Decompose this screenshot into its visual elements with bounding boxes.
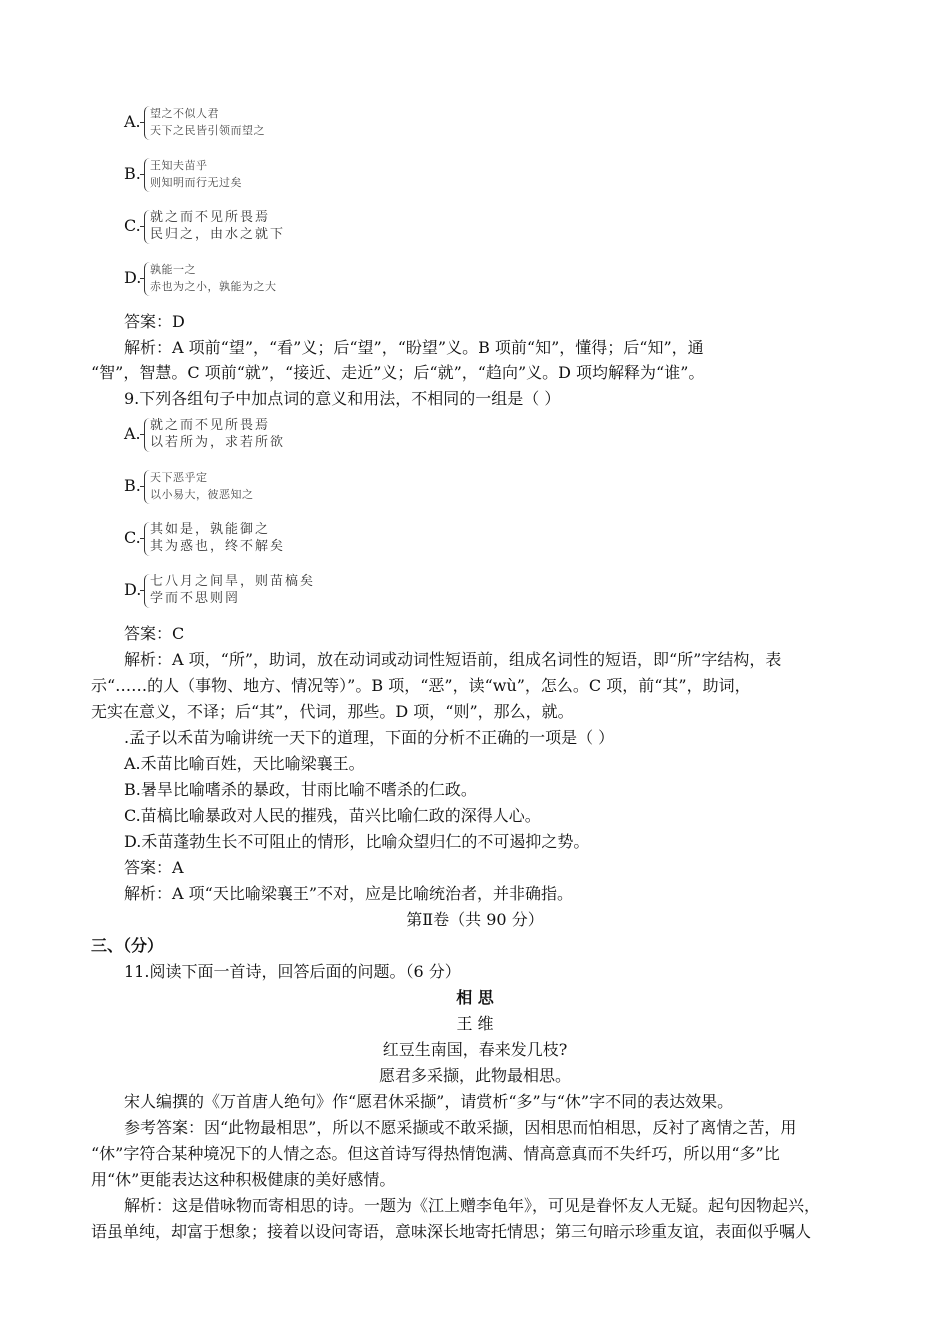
q9-answer: 答案：C (124, 624, 185, 643)
option-line-1: 望之不似人君 (150, 107, 219, 120)
q10-option-c: C.苗槁比喻暴政对人民的摧残，苗兴比喻仁政的深得人心。 (124, 806, 541, 825)
option-line-1: 王知夫苗乎 (150, 159, 208, 172)
q9-explanation-line: 无实在意义，不译；后“其”，代词，那些。D 项，“则”，那么，就。 (91, 702, 574, 721)
q10-option-d: D.禾苗蓬勃生长不可阻止的情形，比喻众望归仁的不可遏抑之势。 (124, 832, 590, 851)
q8-answer: 答案：D (124, 312, 185, 331)
option-line-1: 就之而不见所畏焉 (150, 418, 271, 433)
option-letter: D. (124, 580, 142, 599)
section-heading: 三、（分） (91, 936, 164, 955)
q10-option-a: A.禾苗比喻百姓，天比喻梁襄王。 (124, 754, 365, 773)
option-line-2: 学而不思则罔 (150, 591, 241, 606)
option-line-2: 赤也为之小，孰能为之大 (150, 280, 277, 293)
q8-explanation-line: 解析：A 项前“望”，“看”义；后“望”，“盼望”义。B 项前“知”，懂得；后“知”，通 (124, 338, 704, 357)
option-line-2: 则知明而行无过矣 (150, 176, 242, 189)
poem-line: 愿君多采撷，此物最相思。 (378, 1066, 571, 1085)
q10-option-b: B.暑旱比喻嗜杀的暴政，甘雨比喻不嗜杀的仁政。 (124, 780, 477, 799)
q11-prompt: 宋人编撰的《万首唐人绝句》作“愿君休采撷”，请赏析“多”与“休”字不同的表达效果。 (124, 1092, 734, 1111)
option-line-2: 其为惑也，终不解矣 (150, 539, 286, 554)
q10-explanation: 解析：A 项“天比喻梁襄王”不对，应是比喻统治者，并非确指。 (124, 884, 574, 903)
option-line-2: 以若所为，求若所欲 (150, 435, 286, 450)
q11-reference-line: 用“休”更能表达这种积极健康的美好感情。 (91, 1170, 396, 1189)
q9-explanation-line: 示“……的人（事物、地方、情况等）”。B 项，“恶”，读“wù”，怎么。C 项，前“其”，助词， (91, 676, 751, 695)
option-letter: B. (124, 476, 141, 495)
q10-answer: 答案：A (124, 858, 184, 877)
option-letter: B. (124, 164, 141, 183)
q11-reference-line: 参考答案：因“此物最相思”，所以不愿采撷或不敢采撷，因相思而怕相思，反衬了离情之苦，用 (124, 1118, 797, 1137)
option-line-2: 天下之民皆引领而望之 (150, 124, 265, 137)
q11-question: 11.阅读下面一首诗，回答后面的问题。（6 分） (124, 962, 461, 981)
option-line-1: 天下恶乎定 (150, 471, 208, 484)
q9-explanation-line: 解析：A 项，“所”，助词，放在动词或动词性短语前，组成名词性的短语，即“所”字结构，表 (124, 650, 782, 669)
poem-line: 红豆生南国，春来发几枝? (382, 1040, 568, 1059)
option-line-2: 以小易大，彼恶知之 (150, 488, 254, 501)
q9-question: 9.下列各组句子中加点词的意义和用法，不相同的一组是（ ） (124, 389, 561, 408)
option-letter: C. (124, 216, 141, 235)
option-letter: A. (124, 424, 141, 443)
q10-question: .孟子以禾苗为喻讲统一天下的道理，下面的分析不正确的一项是（ ） (124, 728, 615, 747)
option-line-1: 七八月之间旱，则苗槁矣 (150, 574, 316, 589)
option-line-1: 孰能一之 (150, 263, 196, 276)
q11-explanation-line: 解析：这是借咏物而寄相思的诗。一题为《江上赠李龟年》，可见是眷怀友人无疑。起句因物起兴， (124, 1196, 821, 1215)
option-line-1: 其如是，孰能御之 (150, 522, 271, 537)
option-letter: A. (124, 112, 141, 131)
option-line-1: 就之而不见所畏焉 (150, 210, 271, 225)
q11-explanation-line: 语虽单纯，却富于想象；接着以设问寄语，意味深长地寄托情思；第三句暗示珍重友谊，表面似乎嘱人 (91, 1222, 812, 1241)
q8-explanation-line: “智”，智慧。C 项前“就”，“接近、走近”义；后“就”，“趋向”义。D 项均解释为“谁”。 (91, 363, 705, 382)
option-line-2: 民归之，由水之就下 (150, 227, 286, 242)
part-title: 第Ⅱ卷（共 90 分） (406, 910, 544, 929)
q11-reference-line: “休”字符合某种境况下的人情之态。但这首诗写得热情饱满、情高意真而不失纤巧，所以用“多”比 (91, 1144, 780, 1163)
option-letter: D. (124, 268, 142, 287)
poem-title: 相 思 (456, 988, 494, 1007)
option-letter: C. (124, 528, 141, 547)
poem-author: 王 维 (456, 1014, 494, 1033)
